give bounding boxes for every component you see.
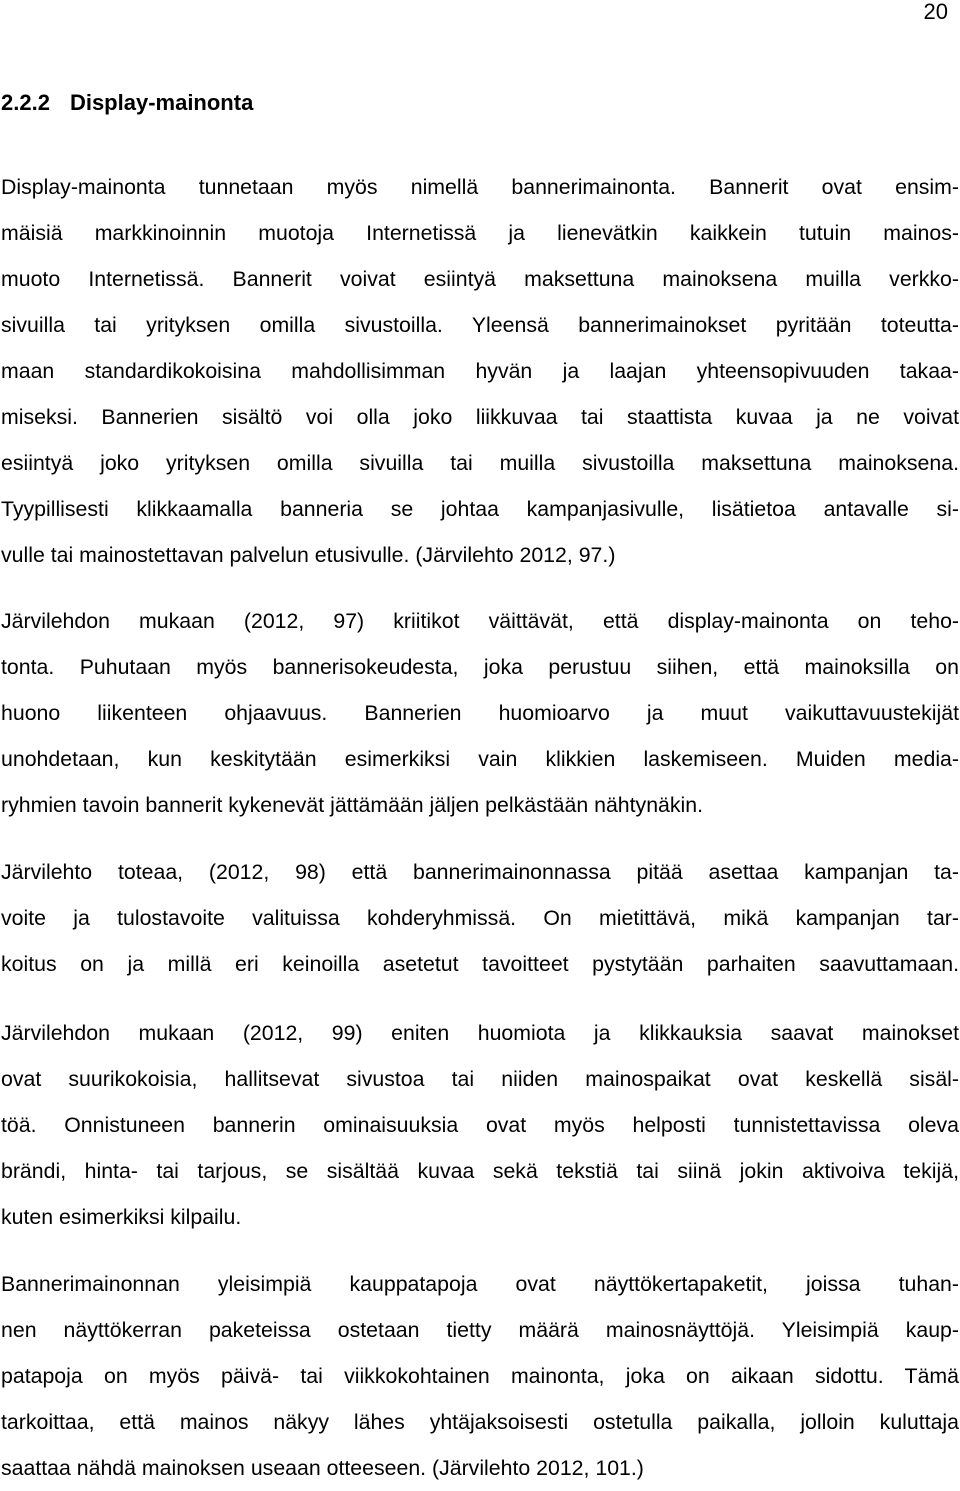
- text-line: sivuilla tai yrityksen omilla sivustoilla. Yleensä bannerimainokset pyritään toteutta-: [1, 313, 959, 337]
- text-line: töä. Onnistuneen bannerin ominaisuuksia ovat myös helposti tunnistettavissa oleva: [1, 1113, 959, 1137]
- text-line: Järvilehdon mukaan (2012, 99) eniten huomiota ja klikkauksia saavat mainokset: [1, 1021, 959, 1045]
- section-title: Display-mainonta: [69, 90, 254, 115]
- text-line: tarkoittaa, että mainos näkyy lähes yhtäjaksoisesti ostetulla paikalla, jolloin kuluttaja: [1, 1410, 959, 1434]
- text-line: mäisiä markkinoinnin muotoja Internetissä ja lienevätkin kaikkein tutuin mainos-: [1, 221, 959, 245]
- page-number: 20: [923, 0, 948, 24]
- text-line: nen näyttökerran paketeissa ostetaan tietty määrä mainosnäyttöjä. Yleisimpiä kaup-: [1, 1318, 959, 1342]
- text-line: brändi, hinta- tai tarjous, se sisältää kuvaa sekä tekstiä tai siinä jokin aktivoiva tekijä,: [1, 1159, 959, 1183]
- text-line: huono liikenteen ohjaavuus. Bannerien huomioarvo ja muut vaikuttavuustekijät: [1, 701, 959, 725]
- text-line: unohdetaan, kun keskitytään esimerkiksi vain klikkien laskemiseen. Muiden media-: [1, 747, 959, 771]
- section-number: 2.2.2: [1, 90, 50, 115]
- text-line: maan standardikokoisina mahdollisimman hyvän ja laajan yhteensopivuuden takaa-: [1, 359, 959, 383]
- text-line: saattaa nähdä mainoksen useaan otteeseen. (Järvilehto 2012, 101.): [1, 1456, 644, 1480]
- paragraph-intro: [1, 164, 959, 578]
- text-line: patapoja on myös päivä- tai viikkokohtainen mainonta, joka on aikaan sidottu. Tämä: [1, 1364, 959, 1388]
- text-line: Järvilehdon mukaan (2012, 97) kriitikot väittävät, että display-mainonta on teho-: [1, 609, 959, 633]
- text-line: miseksi. Bannerien sisältö voi olla joko liikkuvaa tai staattista kuvaa ja ne voivat: [1, 405, 959, 429]
- text-line: tonta. Puhutaan myös bannerisokeudesta, joka perustuu siihen, että mainoksilla on: [1, 655, 959, 679]
- paragraph-effective-banners: [1, 1010, 959, 1240]
- text-line: vulle tai mainostettavan palvelun etusivulle. (Järvilehto 2012, 97.): [1, 543, 616, 567]
- text-line: Display-mainonta tunnetaan myös nimellä bannerimainonta. Bannerit ovat ensim-: [1, 175, 959, 199]
- paragraph-pricing: [1, 1261, 959, 1491]
- text-line: ryhmien tavoin bannerit kykenevät jättämään jäljen pelkästään nähtynäkin.: [1, 793, 704, 817]
- text-line: Bannerimainonnan yleisimpiä kauppatapoja ovat näyttökertapaketit, joissa tuhan-: [1, 1272, 959, 1296]
- text-line: voite ja tulostavoite valituissa kohderyhmissä. On mietittävä, mikä kampanjan tar-: [1, 906, 959, 930]
- text-line: Tyypillisesti klikkaamalla banneria se johtaa kampanjasivulle, lisätietoa antavalle si-: [1, 497, 959, 521]
- text-line: Järvilehto toteaa, (2012, 98) että bannerimainonnassa pitää asettaa kampanjan ta-: [1, 860, 959, 884]
- text-line: koitus on ja millä eri keinoilla asetetut tavoitteet pystytään parhaiten saavuttamaan.: [1, 952, 959, 976]
- text-line: ovat suurikokoisia, hallitsevat sivustoa tai niiden mainospaikat ovat keskellä sisäl-: [1, 1067, 959, 1091]
- section-heading: [1, 88, 253, 118]
- text-line: muoto Internetissä. Bannerit voivat esiintyä maksettuna mainoksena muilla verkko-: [1, 267, 959, 291]
- text-line: kuten esimerkiksi kilpailu.: [1, 1205, 242, 1229]
- text-line: esiintyä joko yrityksen omilla sivuilla tai muilla sivustoilla maksettuna mainoksena.: [1, 451, 959, 475]
- paragraph-goals: [1, 849, 959, 987]
- paragraph-criticism: [1, 598, 959, 828]
